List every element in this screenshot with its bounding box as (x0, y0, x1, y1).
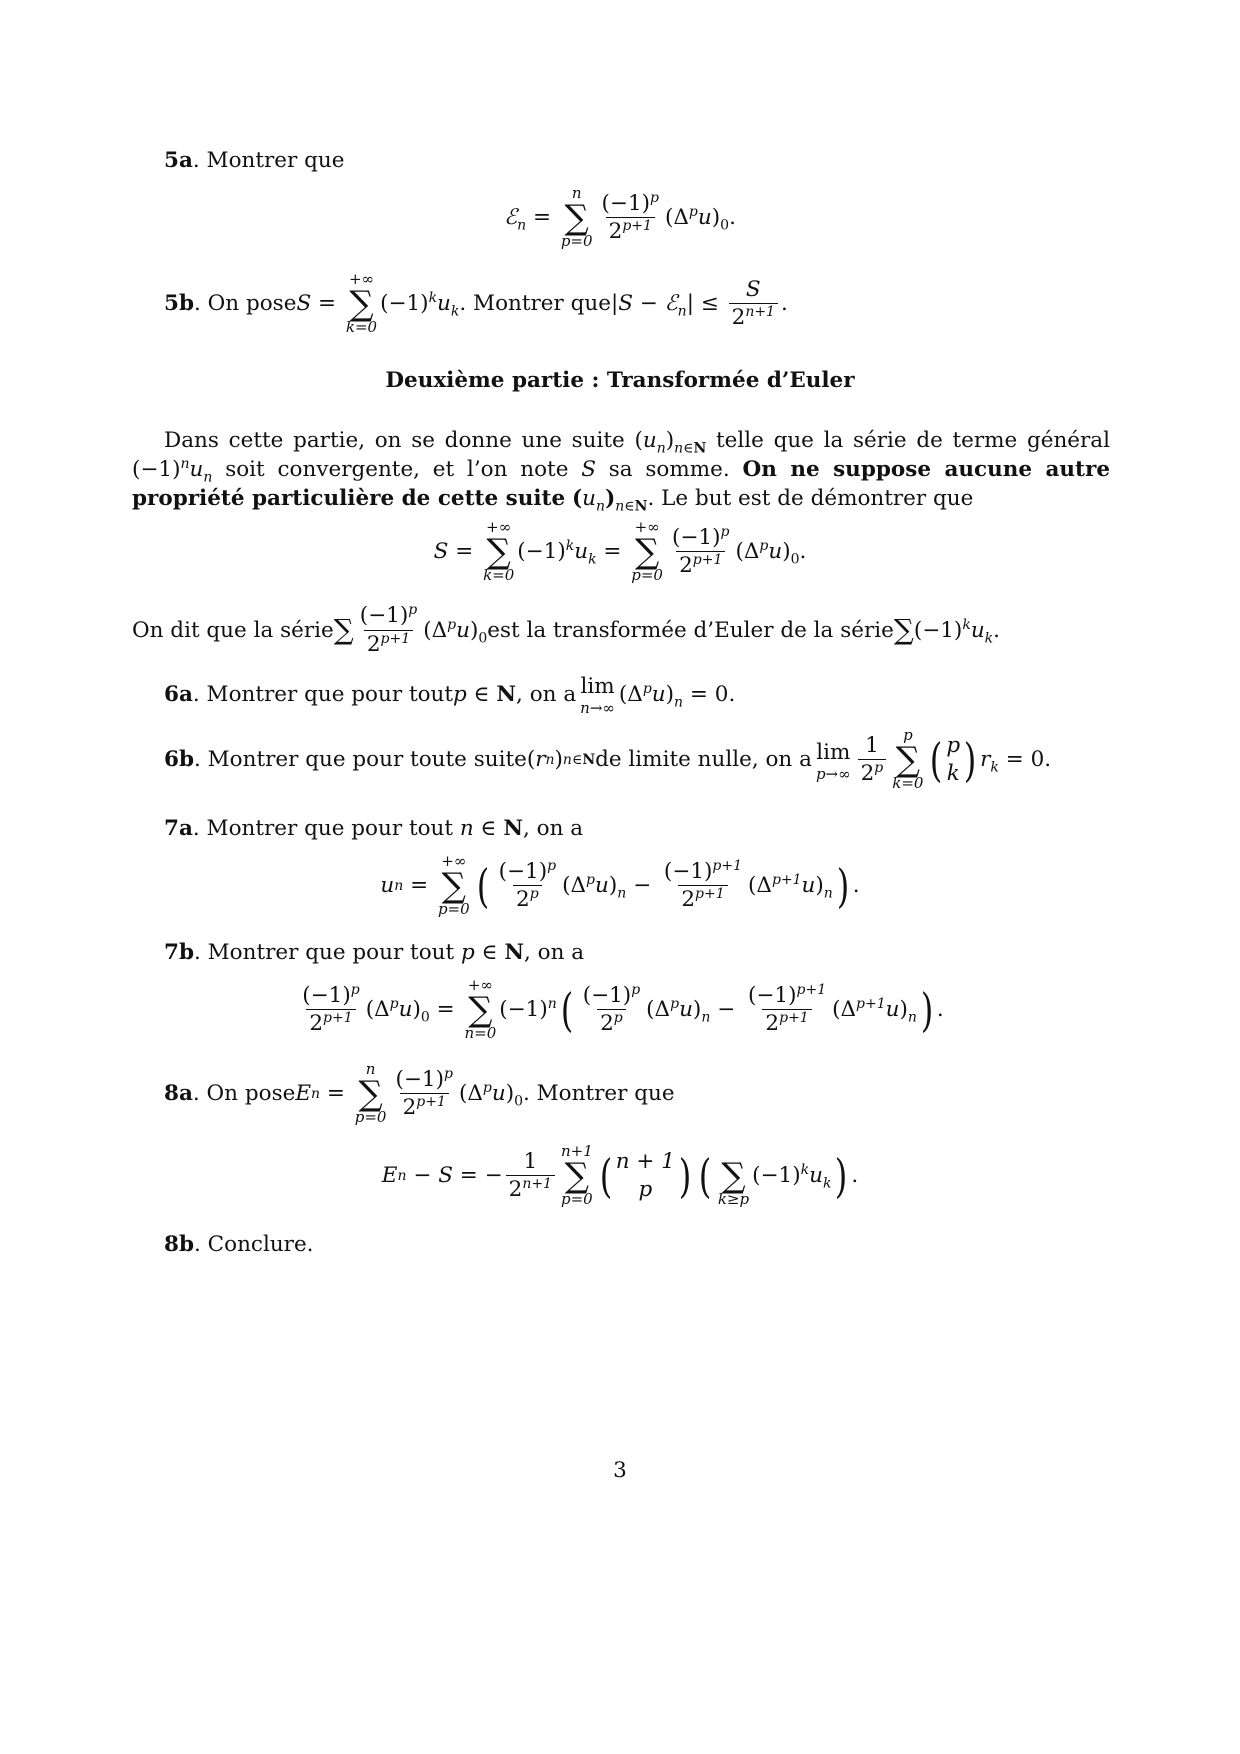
question-5a (164, 146, 344, 175)
question-text: . Montrer que (192, 148, 345, 173)
intro-paragraph: Dans cette partie, on se donne une suite $(u_n)_{n\in N}$ telle que la série de terme général $(-1)^nu_n$ soit convergente, et l’on note S sa somme. On ne suppose aucune autre propriété particulière de cette suite $(u_n)_{n\in N}$. Le but est de démontrer que (132, 428, 1110, 515)
question-6b: 6b . Montrer que pour toute suite ( r n ) n∈N de limite nulle, on a lim p→∞ $\frac{1}{2^p}$ p ∑ k=0 ( p k ) $r_k = 0$. (164, 726, 1052, 793)
question-8a: 8a . On pose E n = n ∑ p=0 $\frac{(-1)^p}{2^{p+1}}$ $(\Delta^pu)_0$ . Montrer que (164, 1060, 675, 1127)
question-6a: 6a . Montrer que pour tout p ∈ N , on a lim n→∞ $(\Delta^pu)_n = 0$. (164, 674, 736, 718)
question-label: 5a (164, 148, 193, 173)
question-label: 8a (164, 1081, 193, 1107)
formula-8a: E n − S = − $\frac{1}{2^{n+1}}$ n+1 ∑ p=0 ( n + 1 p ) ( ∑ k≥p $(-1)^ku_k$ ) . (381, 1142, 859, 1209)
question-text: . Montrer que (459, 291, 611, 317)
question-text: , on a (523, 940, 585, 965)
question-text: de limite nulle, on a (595, 747, 812, 773)
question-text: . Montrer que pour tout (194, 940, 461, 965)
formula-5a: ℰ$_n$ = n ∑ p=0 $\frac{(-1)^p}{2^{p+1}}$ $(\Delta^pu)_0$. (504, 184, 736, 251)
question-text: , on a (516, 681, 577, 707)
question-label: 6b (164, 747, 194, 773)
formula-7a: u n = +∞ ∑ p=0 ( $\frac{(-1)^p}{2^p}$ $(\Delta^pu)_n$ − $\frac{(-1)^{p+1}}{2^{p+1}}$ $(\Delta^{p+1}u)_n$ ) . (380, 852, 860, 919)
question-label: 6a (164, 681, 193, 707)
question-7b: 7b. Montrer que pour tout p ∈ N, on a (164, 940, 585, 965)
question-label: 7a (164, 816, 193, 841)
question-7a: 7a. Montrer que pour tout n ∈ N, on a (164, 816, 584, 841)
question-text: . On pose (194, 291, 297, 317)
question-text: , on a (522, 816, 584, 841)
question-text: . Montrer que (523, 1081, 675, 1107)
question-label: 5b (164, 291, 194, 317)
section-heading: Deuxième partie : Transformée d’Euler (385, 368, 855, 393)
question-label: 8b (164, 1232, 194, 1257)
euler-transform-definition: On dit que la série ∑ $\frac{(-1)^p}{2^{p+1}}$ $(\Delta^pu)_0$ est la transformée d’Euler de la série ∑ $(-1)^ku_k$. (132, 601, 1000, 657)
question-8b (164, 1230, 314, 1259)
question-text: . Montrer que pour tout (192, 681, 454, 707)
question-text: . Montrer que pour tout (192, 816, 460, 841)
question-5b: 5b . On pose S = +∞ ∑ k=0 $(-1)^ku_k$ . Montrer que |S − ℰ$_n$| ≤ $\frac{S}{2^{n+1}}$ . (164, 270, 788, 337)
formula-7b: $\frac{(-1)^p}{2^{p+1}}$ $(\Delta^pu)_0$ = +∞ ∑ n=0 $(-1)^n$ ( $\frac{(-1)^p}{2^p}$ $(\Delta^pu)_n$ − $\frac{(-1)^{p+1}}{2^{p+1}}$ $(\Delta^{p+1}u)_n$ ) . (302, 976, 944, 1043)
formula-euler-identity: S = +∞ ∑ k=0 $(-1)^ku_k$ = +∞ ∑ p=0 $\frac{(-1)^p}{2^{p+1}}$ $(\Delta^pu)_0$. (433, 518, 807, 585)
question-label: 7b (164, 940, 194, 965)
question-text: . On pose (192, 1081, 296, 1107)
question-text: . Conclure. (194, 1232, 314, 1257)
page-number: 3 (613, 1458, 627, 1483)
question-text: . Montrer que pour toute suite (194, 747, 527, 773)
